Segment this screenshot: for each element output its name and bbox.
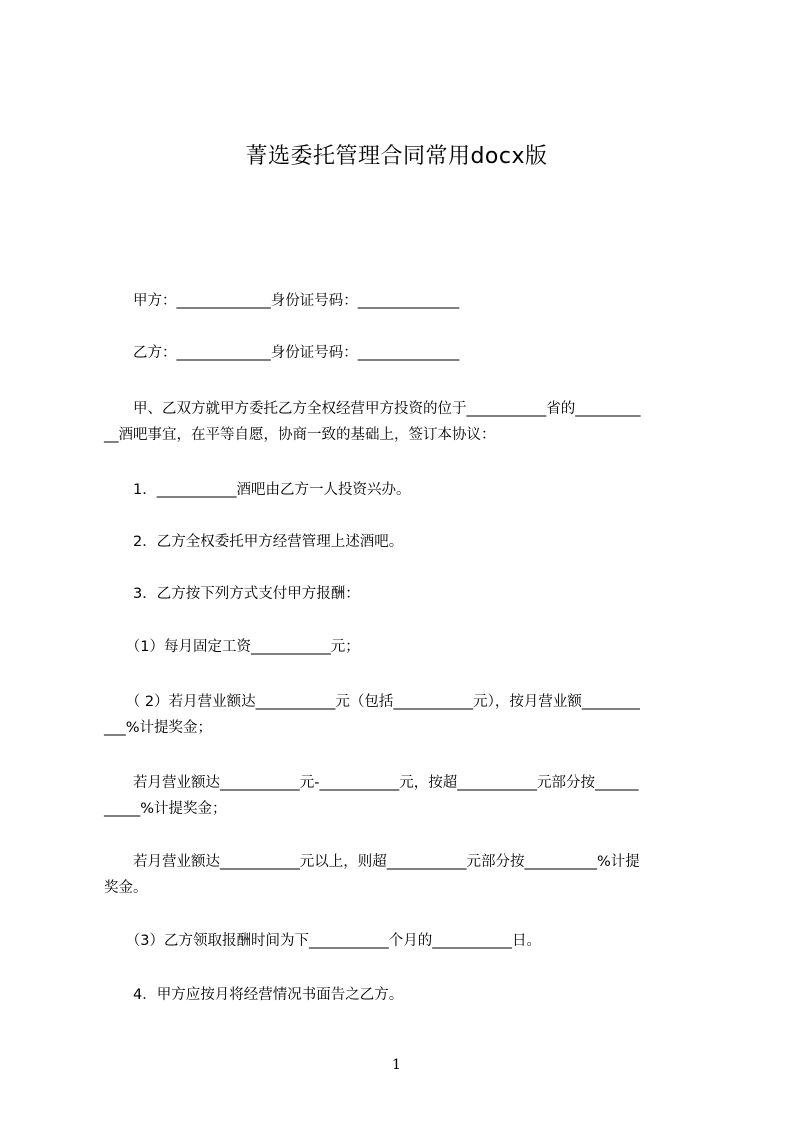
tier-2-line-1: 若月营业额达___________元-___________元，按超___________元部分按______: [104, 775, 639, 791]
page-number: 1: [392, 1057, 401, 1073]
clause-2: 2．乙方全权委托甲方经营管理上述酒吧。: [104, 534, 404, 550]
clause-3: 3．乙方按下列方式支付甲方报酬：: [104, 586, 360, 602]
tier-3-line-1: 若月营业额达___________元以上，则超___________元部分按__________%计提: [104, 854, 640, 870]
tier-3-line-2: 奖金。: [104, 880, 148, 896]
preamble-line-1: 甲、乙双方就甲方委托乙方全权经营甲方投资的位于___________省的_________: [104, 401, 641, 417]
preamble-line-2: __酒吧事宜，在平等自愿，协商一致的基础上，签订本协议：: [104, 427, 496, 443]
clause-3-item-3: （3）乙方领取报酬时间为下___________个月的___________日。: [104, 933, 541, 949]
clause-1: 1．___________酒吧由乙方一人投资兴办。: [104, 482, 411, 498]
clause-3-item-2-line-2: ___%计提奖金；: [104, 720, 213, 736]
party-a-line: 甲方：_____________身份证号码：______________: [104, 293, 460, 309]
document-title: 菁选委托管理合同常用docx版: [245, 144, 548, 169]
clause-3-item-2-line-1: （ 2）若月营业额达___________元（包括___________元），按月营业额________: [104, 694, 640, 710]
tier-2-line-2: _____%计提奖金；: [104, 801, 227, 817]
clause-3-item-1: （1）每月固定工资___________元；: [104, 639, 360, 655]
clause-4: 4．甲方应按月将经营情况书面告之乙方。: [104, 987, 404, 1003]
party-b-line: 乙方：_____________身份证号码：______________: [104, 345, 460, 361]
